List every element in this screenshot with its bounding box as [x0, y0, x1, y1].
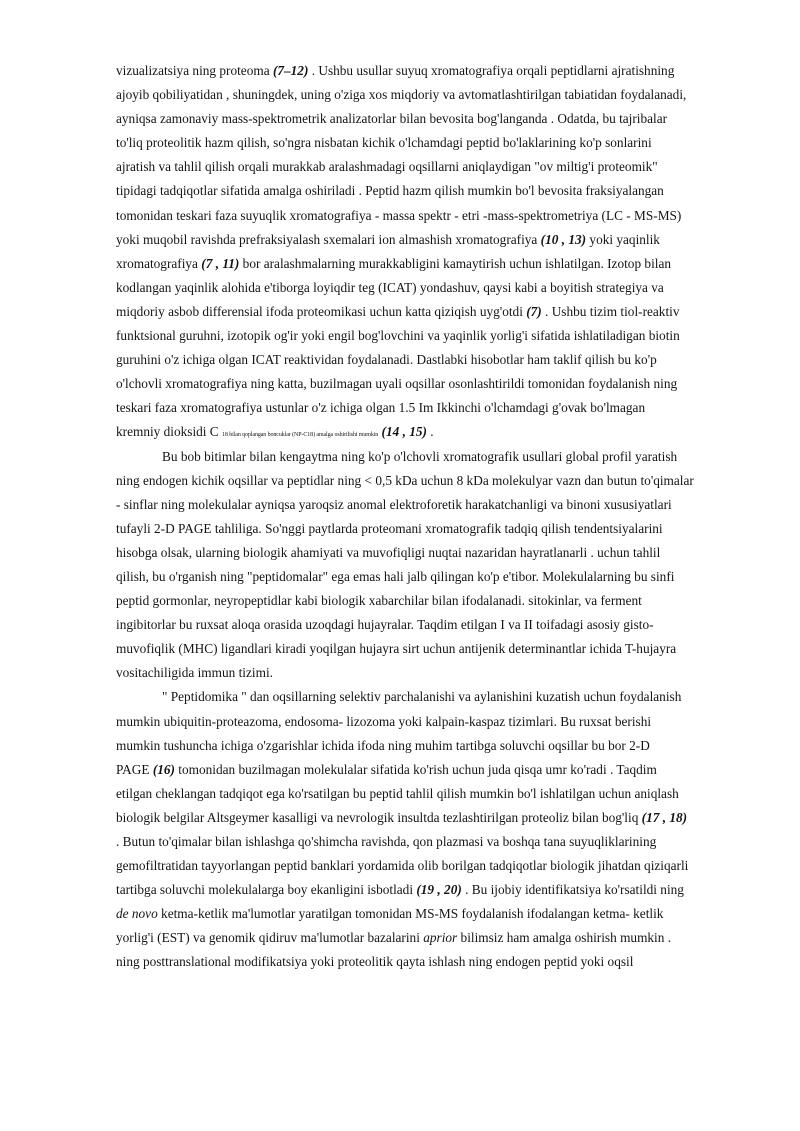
- text-run: " Peptidomika " dan oqsillarning selektiv parchalanishi va aylanishini kuzatish uchun foydalanish: [162, 689, 682, 705]
- text-run: xromatografiya: [116, 255, 202, 271]
- text-run: bilimsiz ham amalga oshirish mumkin .: [457, 930, 672, 946]
- text-run: . Ushbu usullar suyuq xromatografiya orqali peptidlarni ajratishning: [308, 63, 675, 78]
- text-line: [116, 252, 742, 276]
- text-run: mumkin tushuncha ichiga o'zgarishlar ichida ifoda ning muhim tartibga soluvchi oqsillar bu bor 2-D: [116, 737, 650, 753]
- text-run: guruhini o'z ichiga olgan ICAT reaktividan foydalanadi. Dastlabki hisobotlar ham taklif qilish bu ko'p: [116, 352, 657, 368]
- subscript-note: 18 bilan qoplangan boncuklar (NP-C18) amalga oshirilishi mumkin: [222, 432, 379, 439]
- text-run: ketma-ketlik ma'lumotlar yaratilgan tomonidan MS-MS foydalanish ifodalangan ketma- ketlik: [157, 906, 664, 922]
- text-line: [116, 589, 742, 613]
- citation-ref: (17 , 18): [641, 809, 688, 825]
- text-line: [116, 878, 742, 902]
- text-line: [116, 445, 742, 469]
- text-run: tipidagi tadqiqotlar sifatida amalga oshiriladi . Peptid hazm qilish mumkin bo'l bevosita fraksiyalangan: [116, 183, 664, 199]
- text-line: [116, 179, 742, 203]
- text-line: [116, 685, 742, 709]
- italic-term: de novo: [116, 906, 158, 922]
- text-run: . Ushbu tizim tiol-reaktiv: [541, 303, 680, 319]
- text-run: kremniy dioksidi C: [116, 424, 223, 440]
- text-line: [116, 276, 742, 300]
- text-line: [116, 782, 742, 806]
- text-line: [116, 902, 742, 926]
- text-run: tomonidan buzilmagan molekulalar sifatida ko'rish uchun juda qisqa umr ko'radi . Taqdim: [174, 761, 657, 777]
- text-run: ajoyib qobiliyatidan , shuningdek, uning o'ziga xos miqdoriy va avtomatlashtirilgan tabiatidan foydalanadi,: [116, 87, 687, 103]
- text-line: [116, 854, 742, 878]
- text-run: etilgan cheklangan tadqiqot ega ko'rsatilgan bu peptid tahlil qilish mumkin bo'l ishlatilgan uchun aniqlash: [116, 785, 679, 801]
- text-run: vositachiligida immun tizimi.: [116, 665, 273, 681]
- text-run: peptid gormonlar, neyropeptidlar kabi biologik xabarchilar bilan ifodalanadi. sitokinlar, va ferment: [116, 593, 642, 609]
- citation-ref: (14 , 15): [381, 424, 427, 440]
- text-run: . Butun to'qimalar bilan ishlashga qo'shimcha ravishda, qon plazmasi va boshqa tana suyuqliklarining: [116, 834, 657, 849]
- text-line: [116, 131, 742, 155]
- text-line: [116, 493, 742, 517]
- text-line: [116, 926, 742, 950]
- text-run: . Bu ijobiy identifikatsiya ko'rsatildi ning: [461, 882, 684, 898]
- citation-ref: (16): [152, 761, 175, 777]
- paragraph-3: [116, 685, 742, 974]
- text-line: [116, 637, 742, 661]
- text-run: mumkin ubiquitin-proteazoma, endosoma- lizozoma yoki kalpain-kaspaz tizimlari. Bu ruxsat berishi: [116, 713, 652, 729]
- text-line: [116, 348, 742, 372]
- text-run: ingibitorlar bu ruxsat aloqa orasida uzoqdagi hujayralar. Taqdim etilgan I va II toifadagi asosiy gisto-: [116, 617, 654, 633]
- text-run: ajratish va tahlil qilish orqali murakkab aralashmadagi oqsillarni aniqlaydigan "ov miltig'i proteomik": [116, 159, 658, 175]
- text-run: ayniqsa zamonaviy mass-spektrometrik analizatorlar bilan bevosita bog'langanda . Odatda, bu tajribalar: [116, 111, 668, 127]
- text-line: [116, 228, 742, 252]
- text-run: kodlangan yaqinlik alohida e'tiborga loyiqdir teg (ICAT) yondashuv, qaysi kabi a boyitish strategiya va: [116, 279, 664, 295]
- italic-term: aprior: [423, 930, 458, 946]
- text-run: yorlig'i (EST) va genomik qidiruv ma'lumotlar bazalarini: [116, 930, 424, 946]
- text-line: [116, 734, 742, 758]
- text-line: [116, 372, 742, 396]
- text-run: bor aralashmalarning murakkabligini kamaytirish uchun ishlatilgan. Izotop bilan: [239, 255, 672, 271]
- text-run: biologik belgilar Altsgeymer kasalligi va nevrologik insultda tezlashtirilgan proteoliz bilan bog'liq: [116, 809, 642, 825]
- text-run: .: [426, 424, 434, 440]
- text-run: tartibga soluvchi molekulalarga boy ekanligini isbotladi: [116, 882, 417, 898]
- text-run: PAGE: [116, 761, 153, 777]
- text-line: [116, 59, 742, 83]
- citation-ref: (10 , 13): [540, 231, 587, 247]
- text-run: miqdoriy asbob differensial ifoda proteomikasi uchun katta qiziqish uyg'otdi: [116, 303, 527, 319]
- text-run: yoki muqobil ravishda prefraksiyalash sxemalari ion almashish xromatografiya: [116, 231, 541, 247]
- text-run: yoki yaqinlik: [586, 231, 660, 247]
- text-line: [116, 517, 742, 541]
- text-run: o'lchovli xromatografiya ning katta, buzilmagan uyali oqsillar osonlashtirildi tomonidan foydalanish ning: [116, 376, 678, 392]
- text-line: [116, 324, 742, 348]
- text-line: [116, 420, 742, 444]
- text-line: [116, 469, 742, 493]
- paragraph-1: [116, 59, 742, 445]
- text-run: - sinflar ning molekulalar ayniqsa yaroqsiz anomal elektroforetik harakatchanligi va binoni xususiyatlari: [116, 496, 672, 512]
- text-run: teskari faza xromatografiya ustunlar o'z ichiga olgan 1.5 Im Ikkinchi o'lchamdagi g'ovak bo'lmagan: [116, 400, 646, 416]
- text-run: vizualizatsiya ning proteoma: [116, 63, 273, 78]
- text-line: [116, 300, 742, 324]
- citation-ref: (7): [526, 303, 542, 319]
- text-run: to'liq proteolitik hazm qilish, so'ngra nisbatan kichik o'lchamdagi peptid bo'laklarining ko'p sonlarini: [116, 135, 652, 151]
- text-run: hisobga olsak, ularning biologik ahamiyati va muvofiqligi nuqtai nazaridan hayratlanarli . uchun tahlil: [116, 544, 661, 560]
- text-line: [116, 83, 742, 107]
- text-line: [116, 396, 742, 420]
- text-run: Bu bob bitimlar bilan kengaytma ning ko'p o'lchovli xromatografik usullari global profil yaratish: [162, 448, 678, 464]
- text-line: [116, 107, 742, 131]
- text-line: [116, 204, 742, 228]
- text-run: ning posttranslational modifikatsiya yoki proteolitik qayta ishlash ning endogen peptid yoki oqsil: [116, 954, 634, 970]
- text-run: muvofiqlik (MHC) ligandlari kiradi yoqilgan hujayra sirt uchun antijenik determinantlar ichida T-hujayra: [116, 641, 677, 657]
- text-line: [116, 830, 742, 854]
- text-run: ning endogen kichik oqsillar va peptidlar ning < 0,5 kDa uchun 8 kDa molekulyar vazn dan butun to'qimalar: [116, 472, 694, 488]
- text-run: qilish, bu o'rganish ning "peptidomalar" ega emas hali jalb qilingan ko'p e'tibor. Molekulalarning bu sinfi: [116, 568, 675, 584]
- text-line: [116, 710, 742, 734]
- citation-ref: (19 , 20): [416, 882, 462, 898]
- citation-ref: (7 , 11): [201, 255, 240, 271]
- text-line: [116, 541, 742, 565]
- text-run: tomonidan teskari faza suyuqlik xromatografiya - massa spektr - etri -mass-spektrometriya (LC - MS-MS): [116, 207, 682, 223]
- text-line: [116, 806, 742, 830]
- text-line: [116, 950, 742, 974]
- text-line: [116, 155, 742, 179]
- text-line: [116, 613, 742, 637]
- text-run: gemofiltratidan tayyorlangan peptid banklari yordamida olib borilgan tadqiqotlar biologik jihatdan qiziqarli: [116, 858, 689, 874]
- text-line: [116, 565, 742, 589]
- text-line: [116, 758, 742, 782]
- text-run: funktsional guruhni, izotopik og'ir yoki engil bog'lovchini va yaqinlik yorlig'i sifatida ishlatiladigan biotin: [116, 328, 680, 344]
- citation-ref: (7–12): [272, 63, 309, 78]
- document-page: [116, 59, 742, 975]
- text-line: [116, 661, 742, 685]
- text-run: tufayli 2-D PAGE tahliliga. So'nggi paytlarda proteomani xromatografik tadqiq qilish tendentsiyalarini: [116, 520, 663, 536]
- paragraph-2: [116, 445, 742, 686]
